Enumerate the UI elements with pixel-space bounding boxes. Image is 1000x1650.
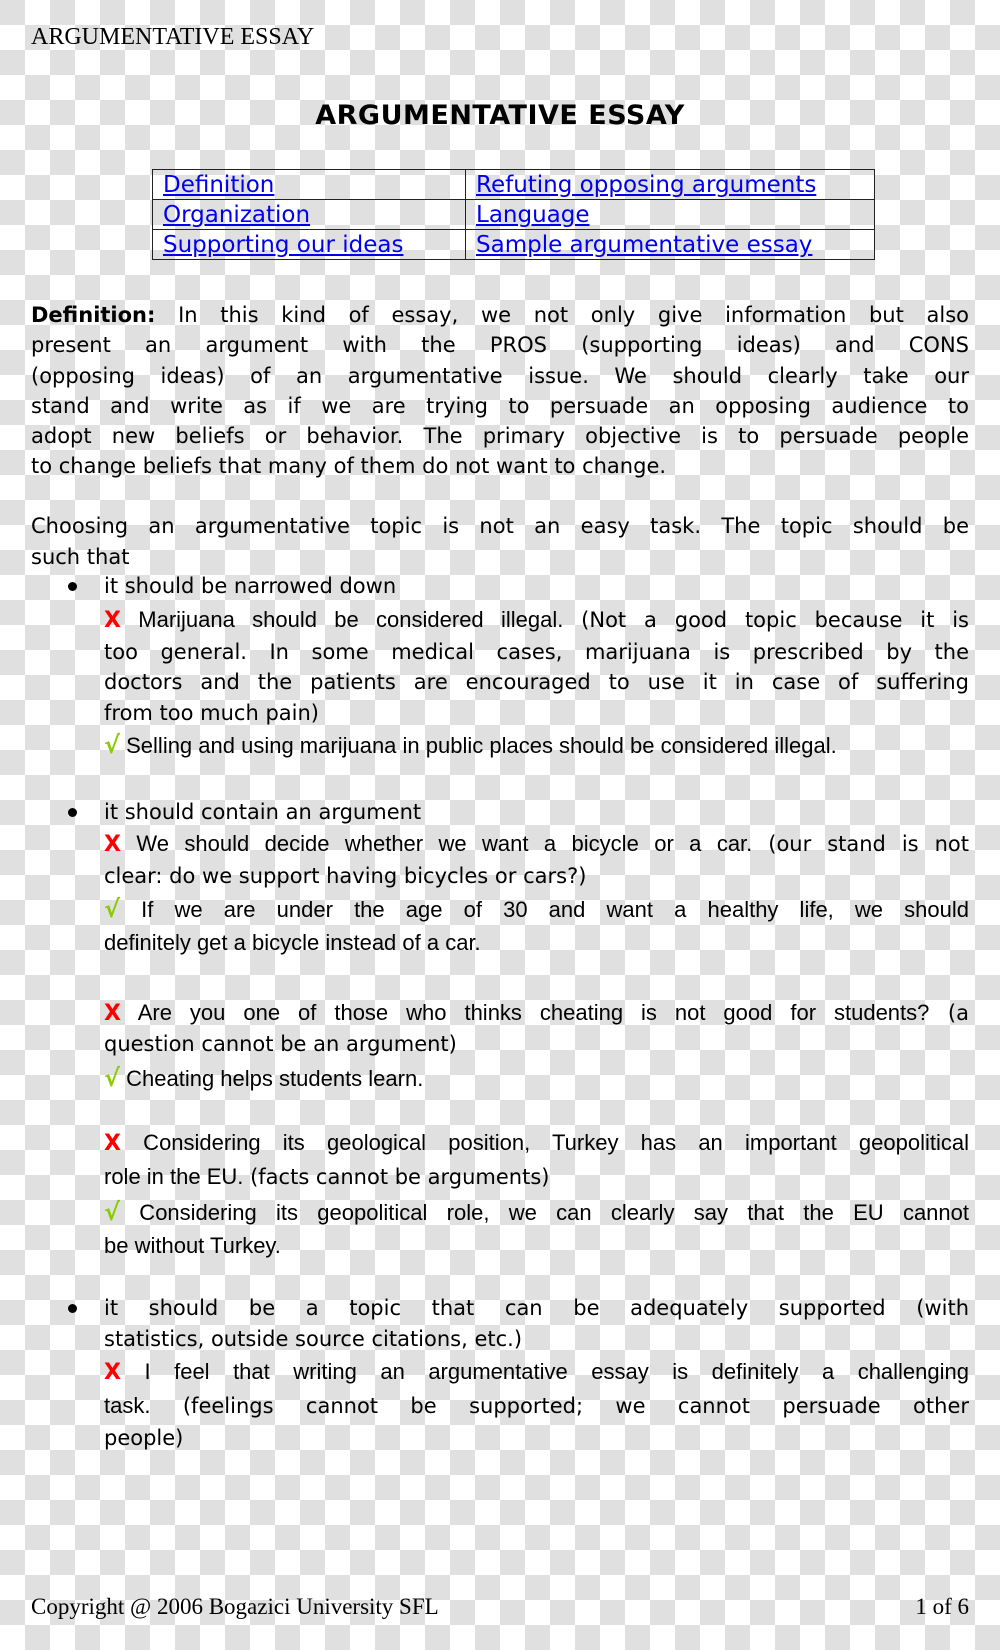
text: clear: do we support having bicycles or cars?): [104, 864, 587, 888]
text: (Not a good topic because it is: [563, 608, 969, 632]
example-text: Cheating helps students learn.: [120, 1066, 424, 1091]
text-line: [104, 1127, 969, 1159]
cross-icon: X: [104, 1360, 121, 1385]
bullet-icon: [68, 1304, 77, 1313]
example-text: Considering its geological position, Turkey has an important geopolitical: [120, 1130, 969, 1155]
example-text: If we are under the age of 30 and want a healthy life, we should: [120, 897, 969, 922]
text: (feelings cannot be supported; we cannot persuade other: [150, 1394, 969, 1418]
text-line: [31, 450, 969, 482]
text-line: [31, 510, 969, 542]
text: question cannot be an argument): [104, 1032, 457, 1056]
check-icon: √: [104, 731, 121, 759]
text: from too much pain): [104, 701, 319, 725]
footer-copyright: Copyright @ 2006 Bogazici University SFL: [31, 1594, 439, 1619]
text-line: [31, 390, 969, 422]
link-language[interactable]: Language: [476, 201, 590, 228]
cross-icon: X: [104, 608, 121, 633]
text-line: [104, 796, 969, 828]
text: to change beliefs that many of them do not want to change.: [31, 454, 667, 478]
check-icon: √: [104, 1198, 121, 1226]
text: stand and write as if we are trying to persuade an opposing audience to: [31, 394, 969, 418]
text-line: [31, 420, 969, 452]
text-line: [104, 893, 969, 925]
link-definition[interactable]: Definition: [163, 171, 275, 198]
link-refuting-opposing-arguments[interactable]: Refuting opposing arguments: [476, 171, 817, 198]
text-line: [104, 1356, 969, 1388]
example-text: We should decide whether we want a bicycle or a car.: [120, 831, 753, 856]
cross-icon: X: [104, 832, 121, 857]
text: Choosing an argumentative topic is not an easy task. The topic should be: [31, 514, 969, 538]
example-text: be without Turkey.: [104, 1233, 281, 1258]
text-line: [104, 1230, 969, 1262]
link-organization[interactable]: Organization: [163, 201, 311, 228]
text-line: [104, 1390, 969, 1422]
text-line: [31, 360, 969, 392]
term-label: Definition:: [31, 303, 156, 327]
text: (opposing ideas) of an argumentative issue. We should clearly take our: [31, 364, 969, 388]
text-line: [104, 1196, 969, 1228]
text-line: [31, 329, 969, 361]
text: (facts cannot be arguments): [243, 1165, 550, 1189]
cross-icon: X: [104, 1131, 121, 1156]
text: In this kind of essay, we not only give information but also: [155, 303, 969, 327]
check-icon: √: [104, 895, 121, 923]
text-line: [104, 666, 969, 698]
example-text: role in the EU.: [104, 1164, 244, 1189]
text-line: [104, 1161, 969, 1193]
link-sample-argumentative-essay[interactable]: Sample argumentative essay: [476, 231, 813, 258]
text: (our stand is not: [752, 832, 969, 856]
bullet-icon: [68, 582, 77, 591]
text-line: [104, 997, 969, 1029]
text: (a: [929, 1001, 969, 1025]
page-title: ARGUMENTATIVE ESSAY: [315, 100, 685, 131]
text: statistics, outside source citations, etc.): [104, 1327, 523, 1351]
example-text: Considering its geopolitical role, we can clearly say that the EU cannot: [120, 1200, 969, 1225]
cross-icon: X: [104, 1001, 121, 1026]
running-header: ARGUMENTATIVE ESSAY: [31, 24, 315, 50]
text: too general. In some medical cases, marijuana is prescribed by the: [104, 640, 969, 664]
text-line: [31, 541, 969, 573]
text-line: [104, 697, 969, 729]
footer-page-number: 1 of 6: [915, 1594, 969, 1619]
text-line: [104, 860, 969, 892]
example-text: Selling and using marijuana in public places should be considered illegal.: [120, 733, 837, 758]
example-text: task.: [104, 1393, 151, 1418]
text-line: [104, 828, 969, 860]
text-line: [31, 299, 969, 331]
table-of-contents: [152, 169, 875, 260]
text-line: [104, 1028, 969, 1060]
text-line: [104, 570, 969, 602]
check-icon: √: [104, 1064, 121, 1092]
example-text: I feel that writing an argumentative essay is definitely a challenging: [120, 1359, 969, 1384]
text: such that: [31, 545, 130, 569]
text-line: [104, 604, 969, 636]
link-supporting-our-ideas[interactable]: Supporting our ideas: [163, 231, 404, 258]
text-line: [104, 729, 969, 761]
text: adopt new beliefs or behavior. The primary objective is to persuade people: [31, 424, 969, 448]
text: it should be a topic that can be adequately supported (with: [104, 1296, 969, 1320]
text-line: [104, 1062, 969, 1094]
text: present an argument with the PROS (supporting ideas) and CONS: [31, 333, 969, 357]
example-text: Marijuana should be considered illegal.: [120, 607, 564, 632]
example-text: Are you one of those who thinks cheating is not good for students?: [120, 1000, 930, 1025]
example-text: definitely get a bicycle instead of a car.: [104, 930, 481, 955]
text-line: [104, 636, 969, 668]
text-line: [104, 927, 969, 959]
text: it should be narrowed down: [104, 574, 397, 598]
text: people): [104, 1426, 184, 1450]
bullet-icon: [68, 808, 77, 817]
text-line: [104, 1422, 969, 1454]
text-line: [104, 1292, 969, 1324]
text-line: [104, 1323, 969, 1355]
text: it should contain an argument: [104, 800, 422, 824]
text: doctors and the patients are encouraged to use it in case of suffering: [104, 670, 969, 694]
